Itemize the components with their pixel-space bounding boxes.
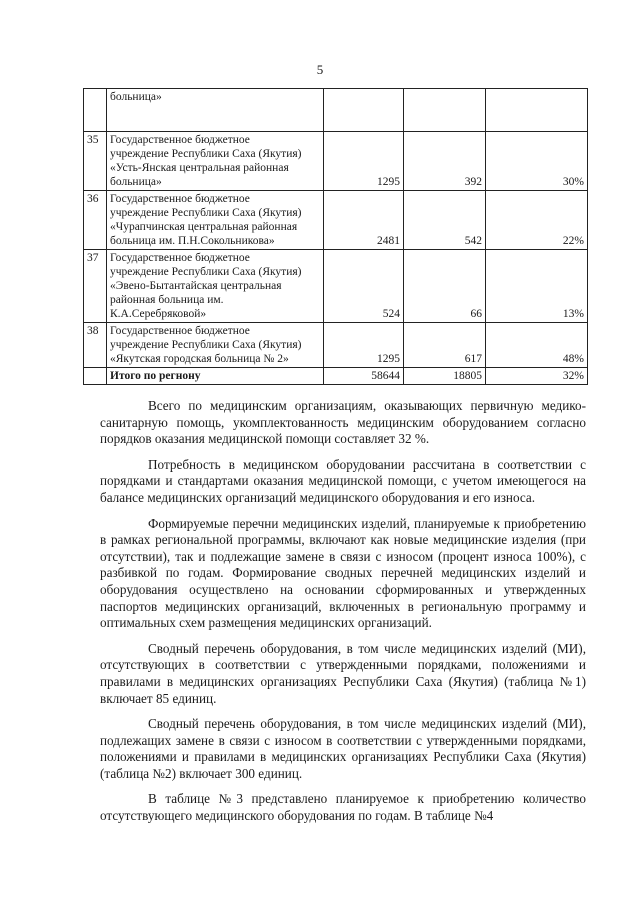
need-count: 542 [404, 191, 486, 250]
org-name-line: учреждение Республики Саха (Якутия) [110, 207, 302, 219]
org-name-line: учреждение Республики Саха (Якутия) [110, 266, 302, 278]
org-name [107, 132, 324, 191]
org-name-line: больница» [110, 176, 162, 188]
paragraph: Сводный перечень оборудования, в том числе медицинских изделий (МИ), отсутствующих в соответствии с утвержденными порядками, положениями и правилами в медицинских организациях Республики Саха (Якутия) (таблица №1) включает 85 единиц. [100, 640, 586, 706]
total-count: 2481 [324, 191, 404, 250]
org-name-line: Государственное бюджетное [110, 193, 250, 205]
need-count: 617 [404, 323, 486, 368]
row-number: 36 [84, 191, 107, 250]
paragraph: Формируемые перечни медицинских изделий, планируемые к приобретению в рамках региональной программы, включают как новые медицинские изделия (при отсутствии), так и подлежащие замене в связи с износом (процент износа 100%), с разбивкой по годам. Формирование сводных перечней медицинских изделий и оборудования осуществлено на основании сформированных и утвержденных паспортов медицинских организаций, включенных в региональную программу и оптимальных схем размещения медицинских организаций. [100, 515, 586, 631]
org-name-line: больница им. П.Н.Сокольникова» [110, 235, 275, 247]
org-name [107, 191, 324, 250]
org-name-line: учреждение Республики Саха (Якутия) [110, 339, 302, 351]
row-number: 35 [84, 132, 107, 191]
table-row [84, 132, 588, 191]
org-name-line: «Чурапчинская центральная районная [110, 221, 298, 233]
percent: 48% [486, 323, 588, 368]
row-number: 38 [84, 323, 107, 368]
table-row [84, 191, 588, 250]
org-name-line: «Якутская городская больница № 2» [110, 353, 289, 365]
page-number: 5 [316, 62, 324, 77]
org-name-line: Государственное бюджетное [110, 252, 250, 264]
total-pct: 32% [486, 368, 588, 385]
org-name-line: «Усть-Янская центральная районная [110, 162, 289, 174]
paragraph: Потребность в медицинском оборудовании рассчитана в соответствии с порядками и стандартами оказания медицинской помощи, с учетом имеющегося на балансе медицинских организаций медицинского оборудования и его износа. [100, 456, 586, 505]
row-number: 37 [84, 250, 107, 323]
percent: 22% [486, 191, 588, 250]
table-row-fragment [84, 89, 588, 132]
paragraph: Всего по медицинским организациям, оказывающих первичную медико-санитарную помощь, укомплектованность медицинским оборудованием согласно порядков оказания медицинской помощи составляет 32 %. [100, 398, 586, 447]
equipment-table [83, 88, 588, 385]
org-name [107, 323, 324, 368]
percent: 30% [486, 132, 588, 191]
total-count: 524 [324, 250, 404, 323]
table-row [84, 323, 588, 368]
total-count: 1295 [324, 323, 404, 368]
org-name-line: районная больница им. [110, 294, 224, 306]
org-name-line: Государственное бюджетное [110, 325, 250, 337]
need-count: 392 [404, 132, 486, 191]
total-need: 18805 [404, 368, 486, 385]
org-name [107, 250, 324, 323]
total-total: 58644 [324, 368, 404, 385]
total-label: Итого по регнону [107, 368, 324, 385]
table-row [84, 250, 588, 323]
need-count: 66 [404, 250, 486, 323]
org-name: больница» [107, 89, 324, 132]
total-count: 1295 [324, 132, 404, 191]
paragraph: В таблице №3 представлено планируемое к приобретению количество отсутствующего медицинского оборудования по годам. В таблице №4 [100, 791, 586, 824]
total-row [84, 368, 588, 385]
percent: 13% [486, 250, 588, 323]
paragraph: Сводный перечень оборудования, в том числе медицинских изделий (МИ), подлежащих замене в связи с износом в соответствии с утвержденными порядками, положениями и правилами в медицинских организациях Республики Саха (Якутия) (таблица №2) включает 300 единиц. [100, 716, 586, 781]
org-name-line: «Эвено-Бытантайская центральная [110, 280, 282, 292]
org-name-line: учреждение Республики Саха (Якутия) [110, 148, 302, 160]
org-name-line: Государственное бюджетное [110, 134, 250, 146]
body-text [100, 398, 586, 834]
org-name-line: К.А.Серебряковой» [110, 308, 207, 320]
